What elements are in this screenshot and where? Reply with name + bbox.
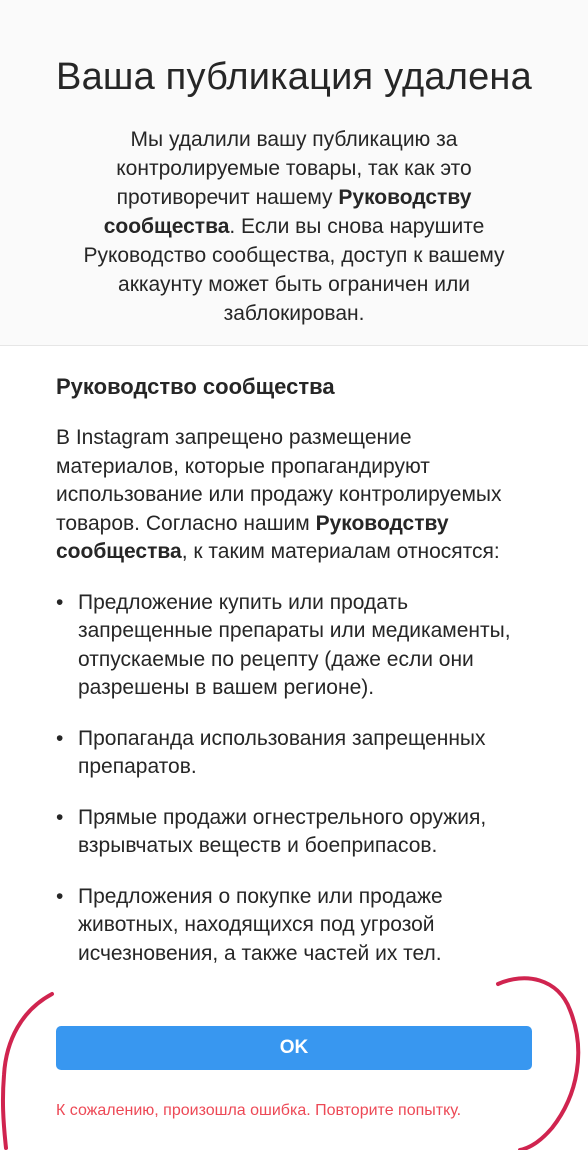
page-title: Ваша публикация удалена <box>56 56 532 98</box>
paragraph-part1: В Instagram запрещено размещение материалов, которые пропагандируют использование или продажу контролируемых товаров. Согласно нашим <box>56 426 502 535</box>
paragraph-part2: , к таким материалам относятся: <box>181 540 500 563</box>
list-item: • Предложение купить или продать запрещенные препараты или медикаменты, отпускаемые по рецепту (даже если они разрешены в вашем регионе). <box>56 589 532 703</box>
ok-button[interactable]: OK <box>56 1026 532 1070</box>
guidelines-section <box>0 346 588 968</box>
annotation-stroke-left <box>3 994 52 1148</box>
guidelines-link-inline[interactable]: Руководству сообщества <box>56 511 449 563</box>
guidelines-paragraph <box>56 424 532 567</box>
guidelines-link[interactable]: Руководству сообщества <box>103 186 472 238</box>
rules-list <box>56 589 532 969</box>
list-item: • Пропаганда использования запрещенных препаратов. <box>56 725 532 782</box>
intro-text-part1: Мы удалили вашу публикацию за контролируемые товары, так как это противоречит нашему <box>116 128 472 209</box>
dialog-header <box>0 0 588 346</box>
intro-text <box>54 125 534 328</box>
list-item: • Прямые продажи огнестрельного оружия, взрывчатых веществ и боеприпасов. <box>56 804 532 861</box>
error-message: К сожалению, произошла ошибка. Повторите попытку. <box>56 1102 462 1119</box>
list-item: • Предложения о покупке или продаже животных, находящихся под угрозой исчезновения, а также частей их тел. <box>56 883 532 969</box>
intro-text-part2: . Если вы снова нарушите Руководство сообщества, доступ к вашему аккаунту может быть ограничен или заблокирован. <box>83 215 505 325</box>
section-heading: Руководство сообщества <box>56 374 335 399</box>
